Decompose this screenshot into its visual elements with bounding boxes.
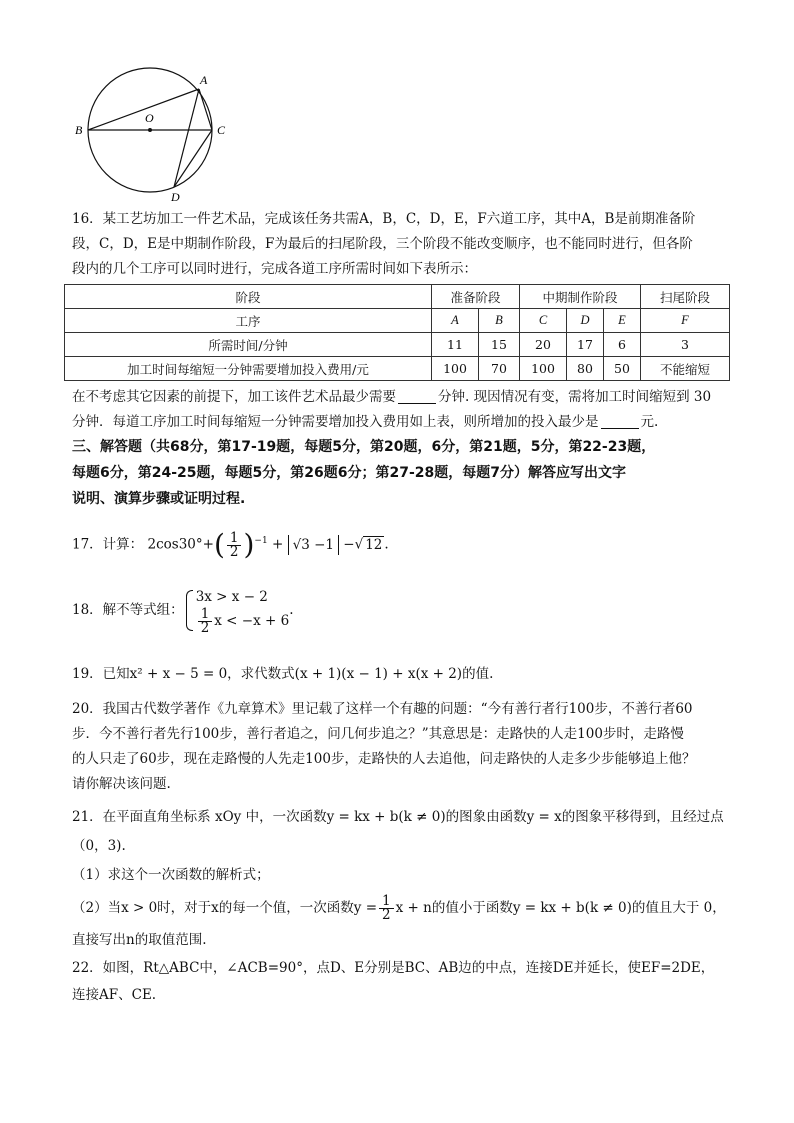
q21-line3: （1）求这个一次函数的解析式； <box>72 867 270 883</box>
proc-d: D <box>567 309 604 333</box>
q17-minus: − <box>343 536 355 553</box>
chord-dc <box>174 130 212 187</box>
q16-after-line2 <box>72 410 732 435</box>
q16-after2b: 元. <box>640 414 659 430</box>
label-a: A <box>200 73 208 87</box>
q20-line4: 请你解决该问题. <box>72 776 171 792</box>
q16-after1b: 分钟. 现因情况有变，需将加工时间缩短到 30 <box>438 389 712 405</box>
answer-blank-2[interactable] <box>601 414 639 429</box>
section3-line1: 三、解答题（共68分，第17-19题，每题5分，第20题，6分，第21题，5分，第22-23题， <box>72 439 656 455</box>
time-a: 11 <box>432 333 479 357</box>
q18-system <box>184 586 290 635</box>
center-point <box>148 128 152 132</box>
th-stage: 阶段 <box>65 285 432 309</box>
q16-line2: 段，C，D，E是中期制作阶段，F为最后的扫尾阶段，三个阶段不能改变顺序，也不能同时进行，但各阶 <box>72 236 693 252</box>
time-b: 15 <box>479 333 520 357</box>
section3-line3: 说明、演算步骤或证明过程. <box>72 491 246 507</box>
cost-c: 100 <box>520 357 567 381</box>
proc-c: C <box>520 309 567 333</box>
q16-after-line1 <box>72 385 732 410</box>
label-b: B <box>75 123 83 137</box>
q16-after2a: 分钟．每道工序加工时间每缩短一分钟需要增加投入费用如上表，则所增加的投入最少是 <box>72 414 599 430</box>
q21-line4: （2）当x > 0时，对于x的每一个值，一次函数y = $\frac{1}{2}$ x + n的值小于函数y = kx + b(k ≠ 0)的值且大于 0， <box>72 893 726 923</box>
section3-header <box>72 434 732 512</box>
q22 <box>72 955 732 1009</box>
chord-ac <box>199 89 212 130</box>
proc-b: B <box>479 309 520 333</box>
q20 <box>72 697 732 797</box>
row-proc-label: 工序 <box>65 309 432 333</box>
th-prep: 准备阶段 <box>432 285 520 309</box>
q20-line1: 20．我国古代数学著作《九章算术》里记载了这样一个有趣的问题：“今有善行者行100步，不善行者60 <box>72 701 693 717</box>
q16-intro <box>72 207 732 282</box>
q16-after <box>72 385 732 435</box>
cost-a: 100 <box>432 357 479 381</box>
q16-line1: 16．某工艺坊加工一件艺术品，完成该任务共需A，B，C，D，E，F六道工序，其中A，B是前期准备阶 <box>72 211 696 227</box>
q19-text: 19．已知x² + x − 5 = 0，求代数式(x + 1)(x − 1) + x(x + 2)的值. <box>72 666 494 682</box>
q21-line2: （0，3). <box>72 838 126 854</box>
cost-f: 不能缩短 <box>641 357 730 381</box>
th-end: 扫尾阶段 <box>641 285 730 309</box>
q21 <box>72 803 732 955</box>
q22-line2: 连接AF、CE. <box>72 987 157 1003</box>
q21-line1: 21．在平面直角坐标系 xOy 中，一次函数y = kx + b(k ≠ 0)的图象由函数y = x的图象平移得到，且经过点 <box>72 809 724 825</box>
q22-line1: 22．如图，Rt△ABC中，∠ACB=90°，点D、E分别是BC、AB边的中点，连接DE并延长，使EF=2DE， <box>72 960 715 976</box>
q20-line3: 的人只走了60步，现在走路慢的人先走100步，走路快的人去追他，问走路快的人走多少步能够追上他？ <box>72 751 696 767</box>
time-f: 3 <box>641 333 730 357</box>
q16-after1a: 在不考虑其它因素的前提下，加工该件艺术品最少需要 <box>72 389 396 405</box>
answer-blank-1[interactable] <box>398 389 436 404</box>
q20-line2: 步．今不善行者先行100步，善行者追之，问几何步追之？”其意思是：走路快的人走100步时，走路慢 <box>72 726 684 742</box>
section3-line2: 每题6分，第24-25题，每题5分，第26题6分；第27-28题，每题7分）解答应写出文字 <box>72 465 626 481</box>
label-d: D <box>171 190 180 204</box>
q18-ineq2: $\frac{1}{2}$ x < −x + 6 <box>196 608 290 635</box>
q18-prefix: 18．解不等式组： <box>72 602 184 618</box>
q17-plus: + <box>271 536 284 553</box>
proc-f: F <box>641 309 730 333</box>
circle-figure <box>70 64 240 204</box>
q17-sqrt: 12 <box>365 536 383 553</box>
q17-frac: $\frac{1}{2}$ <box>227 532 242 559</box>
q16-line3: 段内的几个工序可以同时进行，完成各道工序所需时间如下表所示： <box>72 261 477 277</box>
q18: 18．解不等式组： 3x > x − 2 $\frac{1}{2}$ x < −x + 6 . <box>72 580 732 640</box>
cost-e: 50 <box>604 357 641 381</box>
q21-line5: 直接写出n的取值范围. <box>72 932 207 948</box>
label-c: C <box>217 123 226 137</box>
chord-ba <box>88 89 199 130</box>
th-mid: 中期制作阶段 <box>520 285 641 309</box>
cost-b: 70 <box>479 357 520 381</box>
cost-d: 80 <box>567 357 604 381</box>
q17-cos: 2cos30°+ <box>147 536 214 553</box>
time-c: 20 <box>520 333 567 357</box>
row-time-label: 所需时间/分钟 <box>65 333 432 357</box>
time-d: 17 <box>567 333 604 357</box>
q17: 17．计算： 2cos30°+( $\frac{1}{2}$ )$^{-1}$ + √3 −1 −√ 12 . <box>72 528 389 561</box>
q18-ineq1: 3x > x − 2 <box>195 589 268 605</box>
q19 <box>72 662 732 687</box>
time-e: 6 <box>604 333 641 357</box>
row-cost-label: 加工时间每缩短一分钟需要增加投入费用/元 <box>65 357 432 381</box>
q16-table <box>64 284 730 381</box>
q17-abs: √3 −1 <box>288 535 339 555</box>
proc-e: E <box>604 309 641 333</box>
q17-exp: −1 <box>254 536 268 546</box>
label-o: O <box>145 111 154 125</box>
q17-prefix: 17．计算： <box>72 536 144 553</box>
proc-a: A <box>432 309 479 333</box>
